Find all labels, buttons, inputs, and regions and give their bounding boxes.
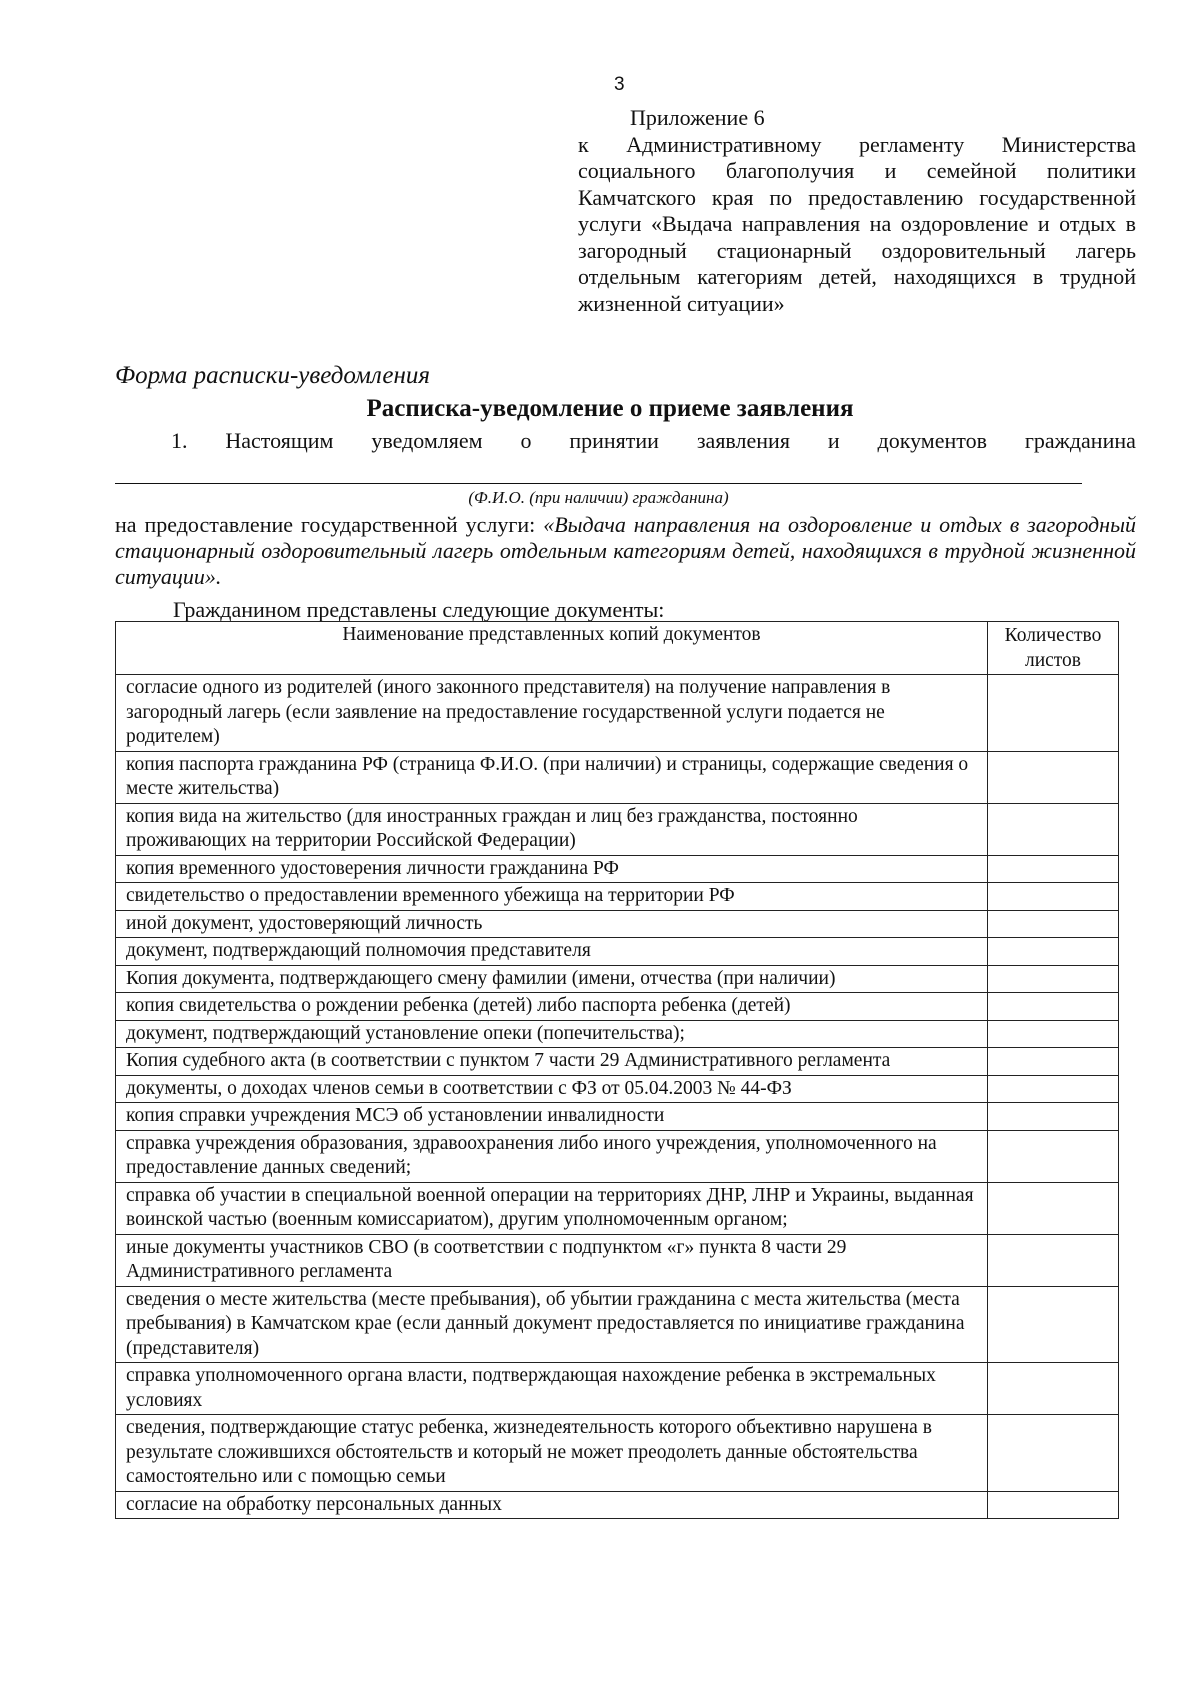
table-row: [116, 883, 1119, 911]
document-name-cell: копия временного удостоверения личности гражданина РФ: [116, 855, 988, 883]
sheet-count-cell[interactable]: [988, 910, 1119, 938]
header-sheet-count: Количество листов: [988, 622, 1119, 675]
sheet-count-cell[interactable]: [988, 855, 1119, 883]
document-name-cell: справка об участии в специальной военной операции на территориях ДНР, ЛНР и Украины, выданная воинской частью (военным комиссариатом), другим уполномоченным органом;: [116, 1182, 988, 1234]
sheet-count-cell[interactable]: [988, 803, 1119, 855]
sheet-count-cell[interactable]: [988, 1020, 1119, 1048]
document-name-cell: справка учреждения образования, здравоохранения либо иного учреждения, уполномоченного на предоставление данных сведений;: [116, 1130, 988, 1182]
sheet-count-cell[interactable]: [988, 1103, 1119, 1131]
document-name-cell: сведения, подтверждающие статус ребенка, жизнедеятельность которого объективно нарушена в результате сложившихся обстоятельств и который не может преодолеть данные обстоятельства самостоятельно или с помощью семьи: [116, 1415, 988, 1492]
document-name-cell: Копия судебного акта (в соответствии с пунктом 7 части 29 Административного регламента: [116, 1048, 988, 1076]
table-row: [116, 855, 1119, 883]
table-row: [116, 1415, 1119, 1492]
page-number: 3: [614, 74, 625, 95]
notice-line: [115, 428, 1136, 454]
document-name-cell: иной документ, удостоверяющий личность: [116, 910, 988, 938]
document-name-cell: справка уполномоченного органа власти, подтверждающая нахождение ребенка в экстремальных условиях: [116, 1363, 988, 1415]
sheet-count-cell[interactable]: [988, 965, 1119, 993]
sheet-count-cell[interactable]: [988, 751, 1119, 803]
appendix-title: Приложение 6: [630, 105, 765, 130]
table-row: [116, 675, 1119, 752]
table-row: [116, 1234, 1119, 1286]
sheet-count-cell[interactable]: [988, 675, 1119, 752]
table-row: [116, 910, 1119, 938]
appendix-text: к Административному регламенту Министерства социального благополучия и семейной политики Камчатского края по предоставлению государственной услуги «Выдача направления на оздоровление и отдых в загородный стационарный оздоровительный лагерь отдельным категориям детей, находящихся в трудной жизненной ситуации»: [578, 131, 1136, 316]
document-name-cell: документ, подтверждающий полномочия представителя: [116, 938, 988, 966]
notice-word: 1.: [171, 428, 188, 453]
notice-word: гражданина: [1024, 428, 1136, 453]
document-name-cell: копия свидетельства о рождении ребенка (детей) либо паспорта ребенка (детей): [116, 993, 988, 1021]
table-row: [116, 1103, 1119, 1131]
table-row: [116, 1130, 1119, 1182]
notice-word: принятии: [569, 428, 659, 453]
table-row: [116, 803, 1119, 855]
document-name-cell: Копия документа, подтверждающего смену фамилии (имени, отчества (при наличии): [116, 965, 988, 993]
sheet-count-cell[interactable]: [988, 1048, 1119, 1076]
sheet-count-cell[interactable]: [988, 1075, 1119, 1103]
service-text: [115, 512, 1136, 590]
fio-caption: (Ф.И.О. (при наличии) гражданина): [468, 488, 729, 507]
table-header-row: [116, 622, 1119, 675]
table-row: [116, 1048, 1119, 1076]
receipt-title: Расписка-уведомление о приеме заявления: [366, 395, 854, 422]
notice-word: Настоящим: [225, 428, 334, 453]
table-row: [116, 1363, 1119, 1415]
sheet-count-cell[interactable]: [988, 1363, 1119, 1415]
sheet-count-cell[interactable]: [988, 1182, 1119, 1234]
table-row: [116, 1182, 1119, 1234]
documents-table-body: [116, 675, 1119, 1519]
document-name-cell: иные документы участников СВО (в соответствии с подпунктом «г» пункта 8 части 29 Административного регламента: [116, 1234, 988, 1286]
table-row: [116, 1075, 1119, 1103]
table-row: [116, 965, 1119, 993]
document-name-cell: документ, подтверждающий установление опеки (попечительства);: [116, 1020, 988, 1048]
notice-word: и: [827, 428, 840, 453]
sheet-count-cell[interactable]: [988, 883, 1119, 911]
sheet-count-cell[interactable]: [988, 1234, 1119, 1286]
appendix-block: [578, 105, 1136, 317]
notice-word: документов: [877, 428, 987, 453]
documents-table: [115, 621, 1119, 1519]
notice-word: заявления: [696, 428, 790, 453]
sheet-count-cell[interactable]: [988, 1130, 1119, 1182]
document-name-cell: копия вида на жительство (для иностранных граждан и лиц без гражданства, постоянно проживающих на территории Российской Федерации): [116, 803, 988, 855]
table-row: [116, 1286, 1119, 1363]
service-prefix: на предоставление государственной услуги:: [115, 512, 544, 537]
header-document-name: Наименование представленных копий документов: [116, 622, 988, 675]
sheet-count-cell[interactable]: [988, 938, 1119, 966]
table-row: [116, 1020, 1119, 1048]
document-name-cell: согласие одного из родителей (иного законного представителя) на получение направления в загородный лагерь (если заявление на предоставление государственной услуги подается не родителем): [116, 675, 988, 752]
table-row: [116, 1491, 1119, 1519]
docs-intro: Гражданином представлены следующие документы:: [173, 597, 665, 622]
fio-blank-line: [115, 483, 1082, 484]
sheet-count-cell[interactable]: [988, 1491, 1119, 1519]
form-label: Форма расписки-уведомления: [115, 362, 430, 389]
document-name-cell: свидетельство о предоставлении временного убежища на территории РФ: [116, 883, 988, 911]
service-name: «Выдача направления на оздоровление и отдых в загородный стационарный оздоровительный лагерь отдельным категориям детей, находящихся в трудной жизненной ситуации».: [115, 512, 1136, 589]
document-name-cell: сведения о месте жительства (месте пребывания), об убытии гражданина с места жительства (места пребывания) в Камчатском крае (если данный документ предоставляется по инициативе гражданина (представителя): [116, 1286, 988, 1363]
table-row: [116, 751, 1119, 803]
table-row: [116, 993, 1119, 1021]
sheet-count-cell[interactable]: [988, 993, 1119, 1021]
notice-word: уведомляем: [371, 428, 483, 453]
document-name-cell: копия паспорта гражданина РФ (страница Ф.И.О. (при наличии) и страницы, содержащие сведения о месте жительства): [116, 751, 988, 803]
sheet-count-cell[interactable]: [988, 1286, 1119, 1363]
document-name-cell: согласие на обработку персональных данных: [116, 1491, 988, 1519]
table-row: [116, 938, 1119, 966]
document-name-cell: копия справки учреждения МСЭ об установлении инвалидности: [116, 1103, 988, 1131]
document-name-cell: документы, о доходах членов семьи в соответствии с ФЗ от 05.04.2003 № 44-ФЗ: [116, 1075, 988, 1103]
notice-word: о: [520, 428, 532, 453]
sheet-count-cell[interactable]: [988, 1415, 1119, 1492]
